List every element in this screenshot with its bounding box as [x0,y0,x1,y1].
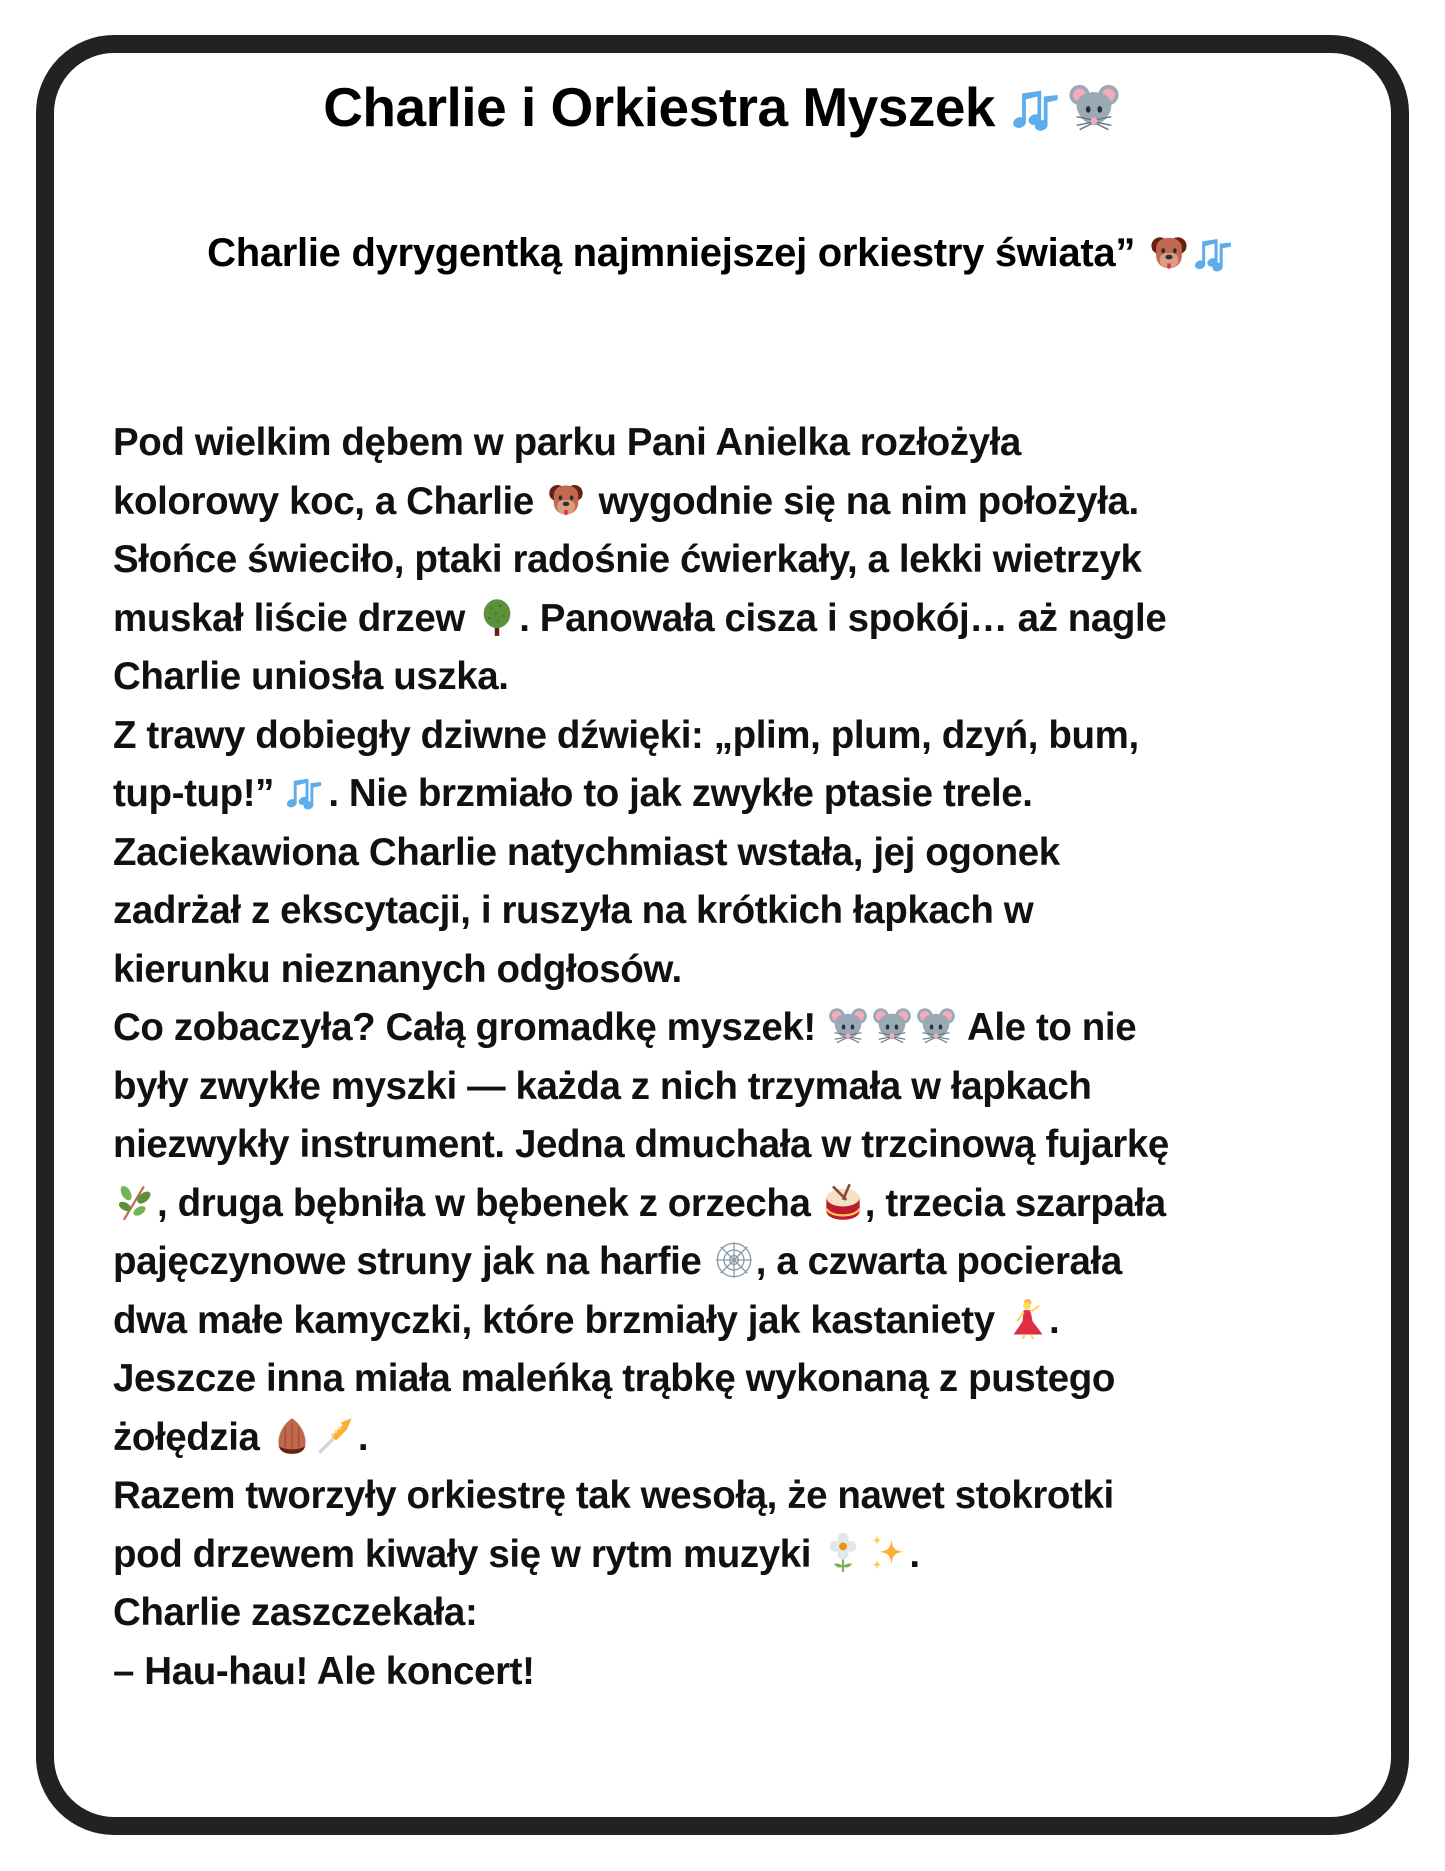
story-text: , druga bębniła w bębenek z orzecha [157,1181,821,1225]
story-line [113,1643,1353,1702]
story-text: – Hau-hau! Ale koncert! [113,1649,535,1693]
story-text: Pod wielkim dębem w parku Pani Anielka rozłożyła [113,421,1021,464]
story-text: Charlie zaszczekała: [113,1591,478,1634]
story-line [113,765,1353,824]
story-text: Co zobaczyła? Całą gromadkę myszek! [113,1006,827,1049]
story-text: Słońce świeciło, ptaki radośnie ćwierkały, a lekki wietrzyk [113,538,1142,581]
musical-notes-icon [1194,232,1236,274]
story-line [113,531,1353,590]
subtitle-emoji-group [1146,231,1238,275]
story-line [113,1526,1353,1585]
story-line [113,824,1353,883]
musical-notes-icon [1012,82,1064,134]
story-text: kierunku nieznanych odgłosów. [113,947,682,991]
dancer-icon [1007,1299,1047,1339]
story-line [113,1409,1353,1468]
story-line [113,1175,1353,1234]
story-text: muskał liście drzew [113,596,476,640]
story-text: kolorowy koc, a Charlie [113,479,545,523]
story-line [113,414,1353,473]
musical-notes-icon [286,772,326,812]
story-text: zadrżał z ekscytacji, i ruszyła na krótkich łapkach w [113,889,1034,932]
story-text: Zaciekawiona Charlie natychmiast wstała, jej ogonek [113,830,1060,874]
dog-face-icon [1148,232,1190,274]
story-line [113,999,1353,1058]
story-line [113,1467,1353,1526]
page-title-text: Charlie i Orkiestra Myszek [323,76,995,138]
story-line [113,1058,1353,1117]
story-text: . Panowała cisza i spokój… aż nagle [519,596,1167,640]
blossom-icon [823,1533,863,1573]
story-line [113,473,1353,532]
spider-web-icon [714,1240,754,1280]
page-subtitle [0,226,1445,280]
story-line [113,1350,1353,1409]
story-line [113,707,1353,766]
story-text: Razem tworzyły orkiestrę tak wesołą, że nawet stokrotki [113,1474,1114,1517]
story-text: pajęczynowe struny jak na harfie [113,1240,712,1283]
story-line [113,1292,1353,1351]
story-text: dwa małe kamyczki, które brzmiały jak kastaniety [113,1298,1006,1342]
story-line [113,590,1353,649]
story-text: wygodnie się na nim położyła. [588,479,1139,523]
story-text: . Nie brzmiało to jak zwykłe ptasie trele. [328,772,1033,815]
story-text: Z trawy dobiegły dziwne dźwięki: „plim, plum, dzyń, bum, [113,713,1139,757]
story-line [113,882,1353,941]
story-text: . [1049,1298,1060,1342]
story-text: niezwykły instrument. Jedna dmuchała w trzcinową fujarkę [113,1123,1169,1166]
story-text: pod drzewem kiwały się w rytm muzyki [113,1532,822,1576]
story-text: . [909,1532,920,1576]
page-subtitle-text: Charlie dyrygentką najmniejszej orkiestry świata” [207,231,1136,275]
mouse-face-icon [828,1006,868,1046]
story-line [113,648,1353,707]
story-text: , trzecia szarpała [864,1181,1166,1225]
story-text: Jeszcze inna miała maleńką trąbkę wykonaną z pustego [113,1357,1115,1400]
drum-icon [823,1182,863,1222]
chestnut-icon [272,1416,312,1456]
mouse-face-icon [916,1006,956,1046]
story-line [113,1233,1353,1292]
story-body [113,414,1353,1701]
page-title [0,72,1445,142]
story-text: żołędzia [113,1415,270,1459]
story-line [113,1116,1353,1175]
tree-icon [477,597,517,637]
story-text: tup-tup!” [113,772,285,815]
story-text: . [357,1415,369,1459]
mouse-face-icon [872,1006,912,1046]
dog-face-icon [546,480,586,520]
mouse-face-icon [1068,82,1120,134]
story-text: , a czwarta pocierała [755,1240,1122,1283]
title-emoji-group [1010,76,1122,138]
story-text: Charlie uniosła uszka. [113,655,509,698]
herb-icon [115,1182,155,1222]
story-text: były zwykłe myszki — każda z nich trzymała w łapkach [113,1064,1092,1108]
trumpet-icon [316,1416,356,1456]
sparkles-icon [867,1533,907,1573]
story-line [113,1584,1353,1643]
story-text: Ale to nie [958,1006,1137,1049]
story-line [113,941,1353,1000]
